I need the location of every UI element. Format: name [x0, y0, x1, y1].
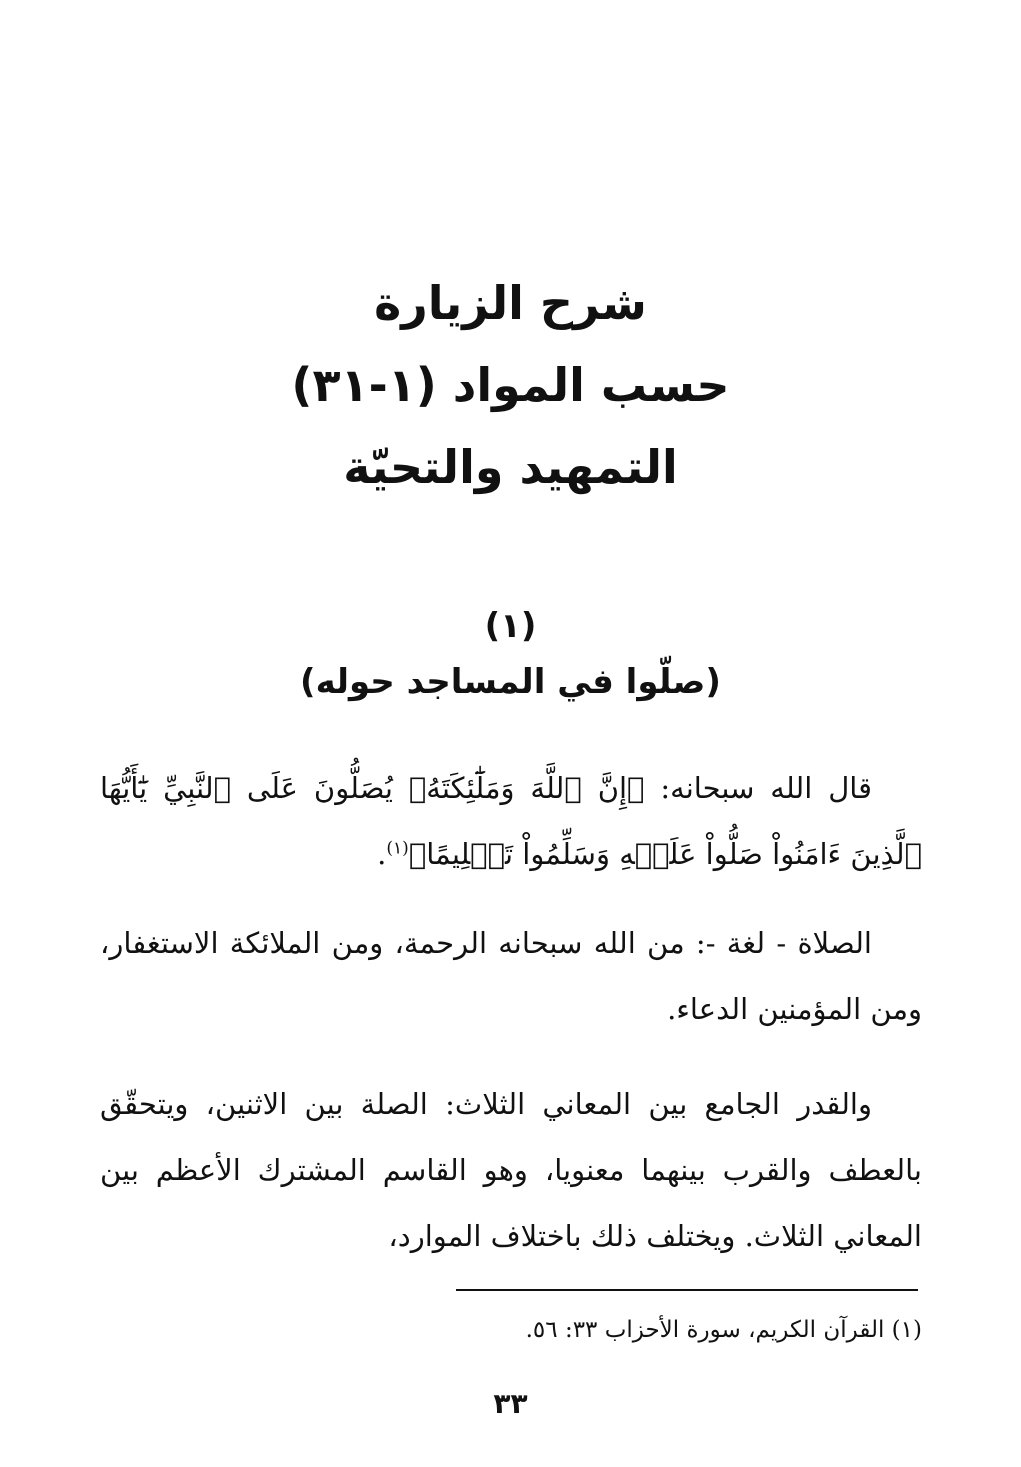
quran-quote: ﴿إِنَّ ٱللَّهَ وَمَلَٰٓئِكَتَهُۥ يُصَلُّونَ عَلَى ٱلنَّبِيِّ يَٰٓأَيُّهَا ٱلَّذِينَ ءَامَنُواْ صَلُّواْ عَلَيۡهِ وَسَلِّمُواْ تَسۡلِيمًا﴾	[100, 771, 922, 871]
chapter-title-line-1: شرح الزيارة	[374, 276, 647, 330]
page-number: ٣٣	[493, 1387, 528, 1420]
verse-end: .	[377, 837, 387, 871]
paragraph-definition: الصلاة - لغة -: من الله سبحانه الرحمة، ومن الملائكة الاستغفار، ومن المؤمنين الدعاء.	[100, 926, 922, 1026]
verse-intro: قال الله سبحانه:	[644, 771, 872, 805]
footnote-divider	[456, 1289, 918, 1291]
footnote: (١) القرآن الكريم، سورة الأحزاب ٣٣: ٥٦.	[525, 1317, 922, 1343]
section-title: (صلّوا في المساجد حوله)	[300, 662, 721, 702]
paragraph-quran-verse	[100, 755, 922, 887]
footnote-reference: (١)	[386, 838, 409, 859]
section-number: (١)	[484, 606, 537, 646]
chapter-title-line-2: حسب المواد (١-٣١)	[291, 358, 730, 412]
section-heading	[100, 598, 921, 710]
chapter-title-line-3: التمهيد والتحيّة	[343, 440, 678, 494]
chapter-title-block	[100, 262, 921, 508]
paragraph-common-meaning: والقدر الجامع بين المعاني الثلاث: الصلة بين الاثنين، ويتحقّق بالعطف والقرب بينهما معنويا، وهو القاسم المشترك الأعظم بين المعاني الثلاث. ويختلف ذلك باختلاف الموارد،	[100, 1087, 922, 1253]
